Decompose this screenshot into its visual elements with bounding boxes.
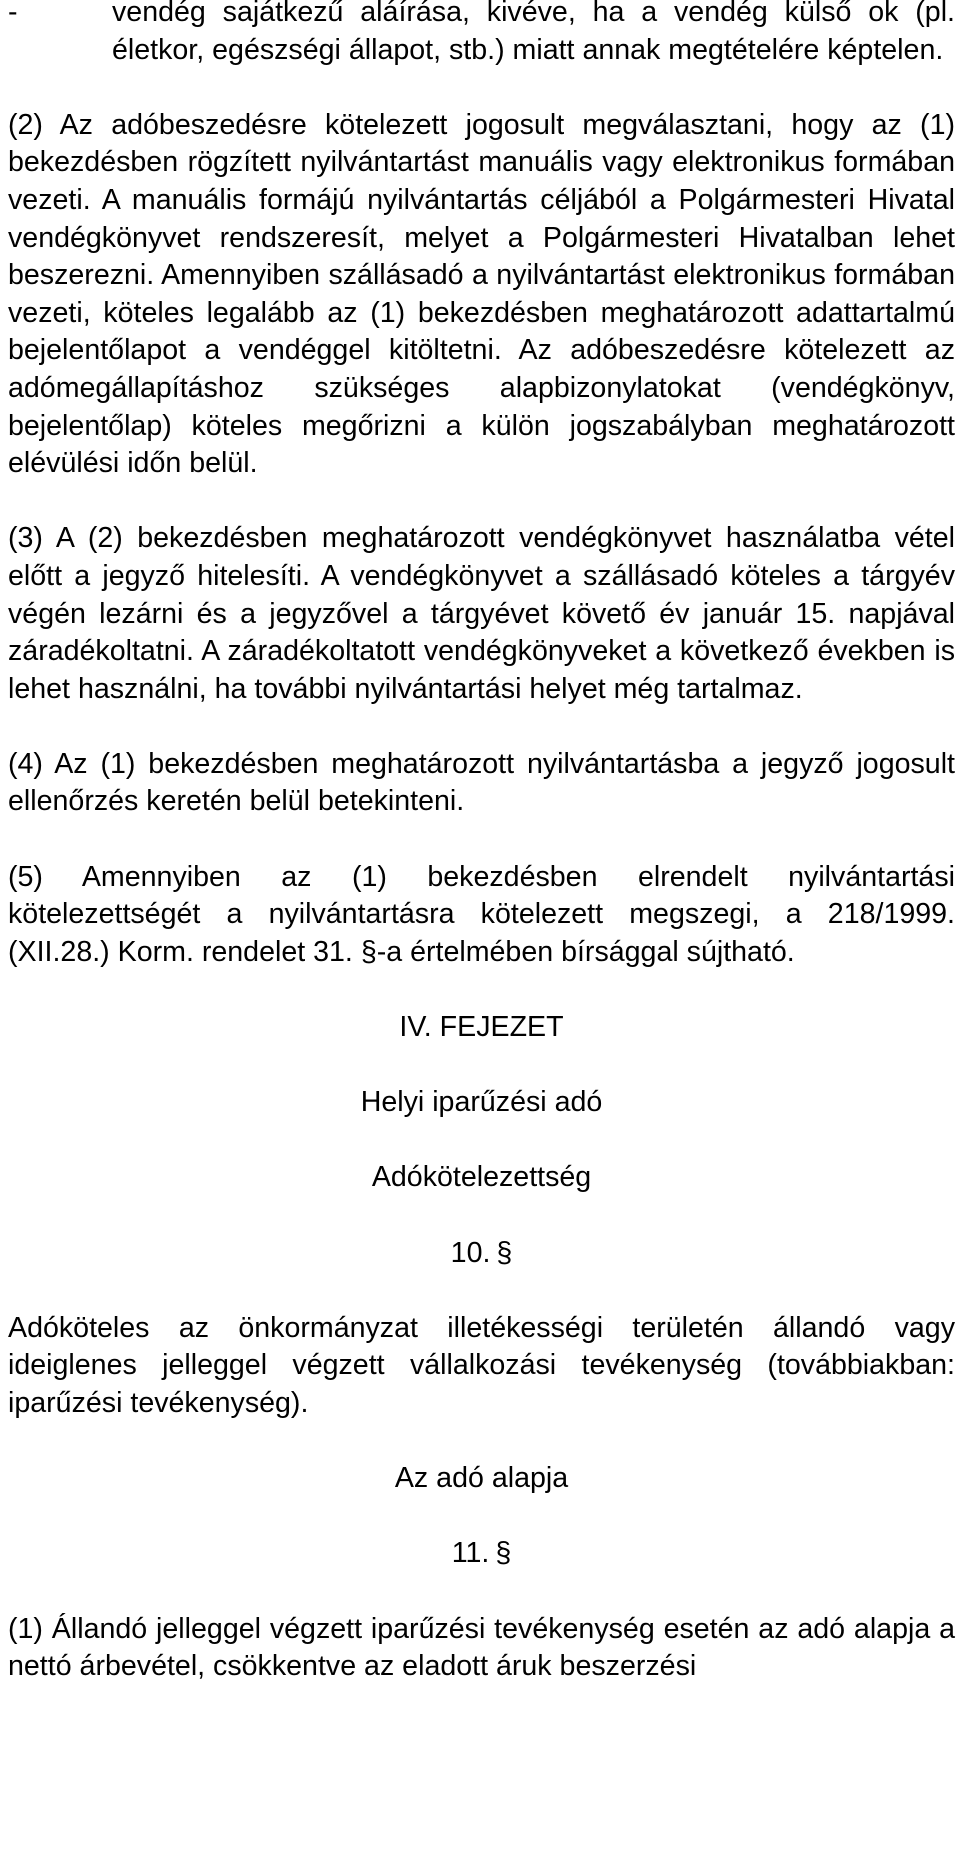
- spacer: [8, 1573, 955, 1611]
- spacer: [8, 971, 955, 1009]
- section-10-heading: [8, 1235, 955, 1273]
- chapter-heading: IV. FEJEZET: [399, 1011, 564, 1044]
- document-body: [8, 0, 955, 1686]
- section-sign: §: [495, 1537, 512, 1570]
- section-sign: §: [496, 1236, 513, 1269]
- spacer: [8, 1423, 955, 1461]
- paragraph-5: (5) Amennyiben az (1) bekezdésben elrendelt nyilvántartási kötelezettségét a nyilvántartásra kötelezett megszegi, a 218/1999. (XII.28.) Korm. rendelet 31. §-a értelmében bírsággal sújtható.: [8, 860, 955, 968]
- section-number: 11.: [451, 1537, 490, 1570]
- spacer: [8, 1498, 955, 1536]
- spacer: [8, 1047, 955, 1085]
- list-item-text: vendég sajátkezű aláírása, kivéve, ha a vendég külső ok (pl. életkor, egészségi állapot, stb.) miatt annak megtételére képtelen.: [112, 0, 955, 66]
- chapter-title: Helyi iparűzési adó: [360, 1086, 603, 1119]
- section-subtitle-adokotelezettseg: Adókötelezettség: [371, 1161, 592, 1194]
- dash-list-item: [8, 0, 955, 69]
- spacer: [8, 1272, 955, 1310]
- spacer: [8, 1197, 955, 1235]
- paragraph-3: (3) A (2) bekezdésben meghatározott vendégkönyvet használatba vétel előtt a jegyző hitelesíti. A vendégkönyvet a szállásadó köteles a tárgyév végén lezárni és a jegyzővel a tárgyévet követő év január 15. napjával záradékoltatni. A záradékoltatott vendégkönyveket a következő években is lehet használni, ha további nyilvántartási helyet még tartalmaz.: [8, 522, 955, 705]
- paragraph-section-11-1: (1) Állandó jelleggel végzett iparűzési tevékenység esetén az adó alapja a nettó árbevétel, csökkentve az eladott áruk beszerzési: [8, 1612, 955, 1683]
- spacer: [8, 1122, 955, 1160]
- list-dash-marker: -: [8, 0, 18, 28]
- paragraph-section-10: Adóköteles az önkormányzat illetékességi területén állandó vagy ideiglenes jelleggel végzett vállalkozási tevékenység (továbbiakban: iparűzési tevékenység).: [8, 1311, 955, 1419]
- section-11-heading: [8, 1535, 955, 1573]
- section-number: 10.: [450, 1236, 491, 1269]
- paragraph-2: (2) Az adóbeszedésre kötelezett jogosult megválasztani, hogy az (1) bekezdésben rögzített nyilvántartást manuális vagy elektronikus formában vezeti. A manuális formájú nyilvántartás céljából a Polgármesteri Hivatal vendégkönyvet rendszeresít, melyet a Polgármesteri Hivatalban lehet beszerezni. Amennyiben szállásadó a nyilvántartást elektronikus formában vezeti, köteles legalább az (1) bekezdésben meghatározott adattartalmú bejelentőlapot a vendéggel kitöltetni. Az adóbeszedésre kötelezett az adómegállapításhoz szükséges alapbizonylatokat (vendégkönyv, bejelentőlap) köteles megőrizni a külön jogszabályban meghatározott elévülési időn belül.: [8, 108, 955, 480]
- section-subtitle-ado-alapja: Az adó alapja: [394, 1462, 569, 1495]
- paragraph-4: (4) Az (1) bekezdésben meghatározott nyilvántartásba a jegyző jogosult ellenőrzés keretén belül betekinteni.: [8, 747, 955, 818]
